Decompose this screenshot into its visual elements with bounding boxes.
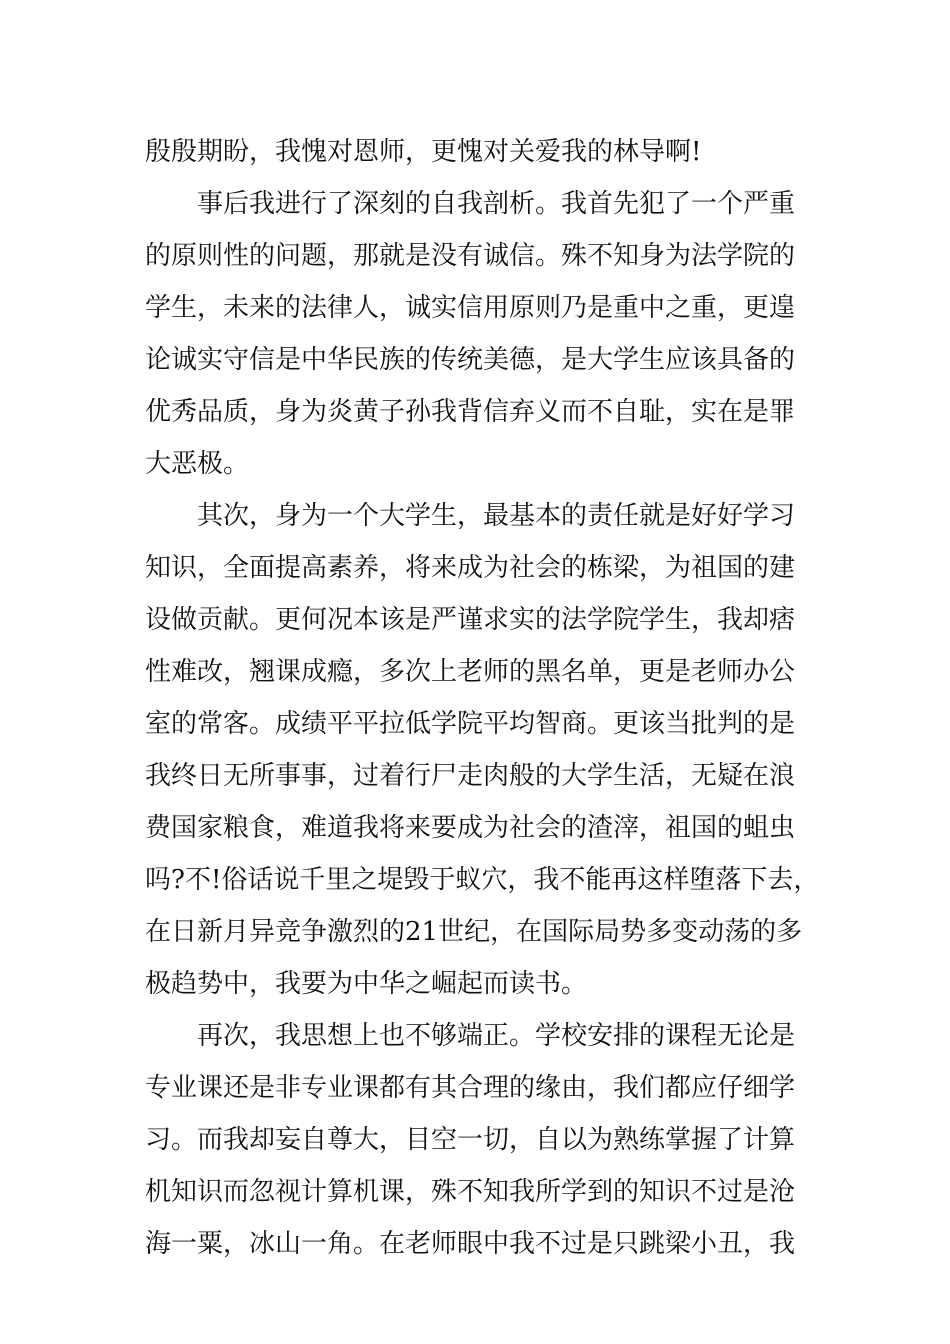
body-text [145, 126, 825, 1270]
text-line: 习。而我却妄自尊大，目空一切，自以为熟练掌握了计算 [145, 1125, 796, 1155]
text-line: 专业课还是非专业课都有其合理的缘由，我们都应仔细学 [145, 1073, 796, 1103]
text-line: 极趋势中，我要为中华之崛起而读书。 [145, 969, 588, 999]
paragraph-first-line: 再次，我思想上也不够端正。学校安排的课程无论是 [197, 1021, 796, 1051]
text-line: 我终日无所事事，过着行尸走肉般的大学生活，无疑在浪 [145, 761, 796, 791]
text-line: 在日新月异竞争激烈的21世纪，在国际局势多变动荡的多 [145, 917, 803, 947]
paragraph-first-line: 其次，身为一个大学生，最基本的责任就是好好学习 [197, 501, 796, 531]
text-line: 性难改，翘课成瘾，多次上老师的黑名单，更是老师办公 [145, 657, 796, 687]
text-line: 设做贡献。更何况本该是严谨求实的法学院学生，我却痞 [145, 605, 796, 635]
text-line: 学生，未来的法律人，诚实信用原则乃是重中之重，更遑 [145, 293, 796, 323]
text-line: 优秀品质，身为炎黄子孙我背信弃义而不自耻，实在是罪 [145, 397, 796, 427]
paragraph-first-line: 事后我进行了深刻的自我剖析。我首先犯了一个严重 [197, 189, 796, 219]
text-line: 吗?不!俗话说千里之堤毁于蚁穴，我不能再这样堕落下去， [145, 865, 820, 895]
text-line: 机知识而忽视计算机课，殊不知我所学到的知识不过是沧 [145, 1177, 796, 1207]
text-line: 海一粟，冰山一角。在老师眼中我不过是只跳梁小丑，我 [145, 1229, 796, 1259]
text-line: 知识，全面提高素养，将来成为社会的栋梁，为祖国的建 [145, 553, 796, 583]
text-line: 的原则性的问题，那就是没有诚信。殊不知身为法学院的 [145, 241, 796, 271]
text-line: 殷殷期盼，我愧对恩师，更愧对关爱我的林导啊! [145, 137, 702, 167]
text-line: 大恶极。 [145, 449, 250, 479]
text-line: 室的常客。成绩平平拉低学院平均智商。更该当批判的是 [145, 709, 796, 739]
text-line: 费国家粮食，难道我将来要成为社会的渣滓，祖国的蛆虫 [145, 813, 796, 843]
text-line: 论诚实守信是中华民族的传统美德，是大学生应该具备的 [145, 345, 796, 375]
